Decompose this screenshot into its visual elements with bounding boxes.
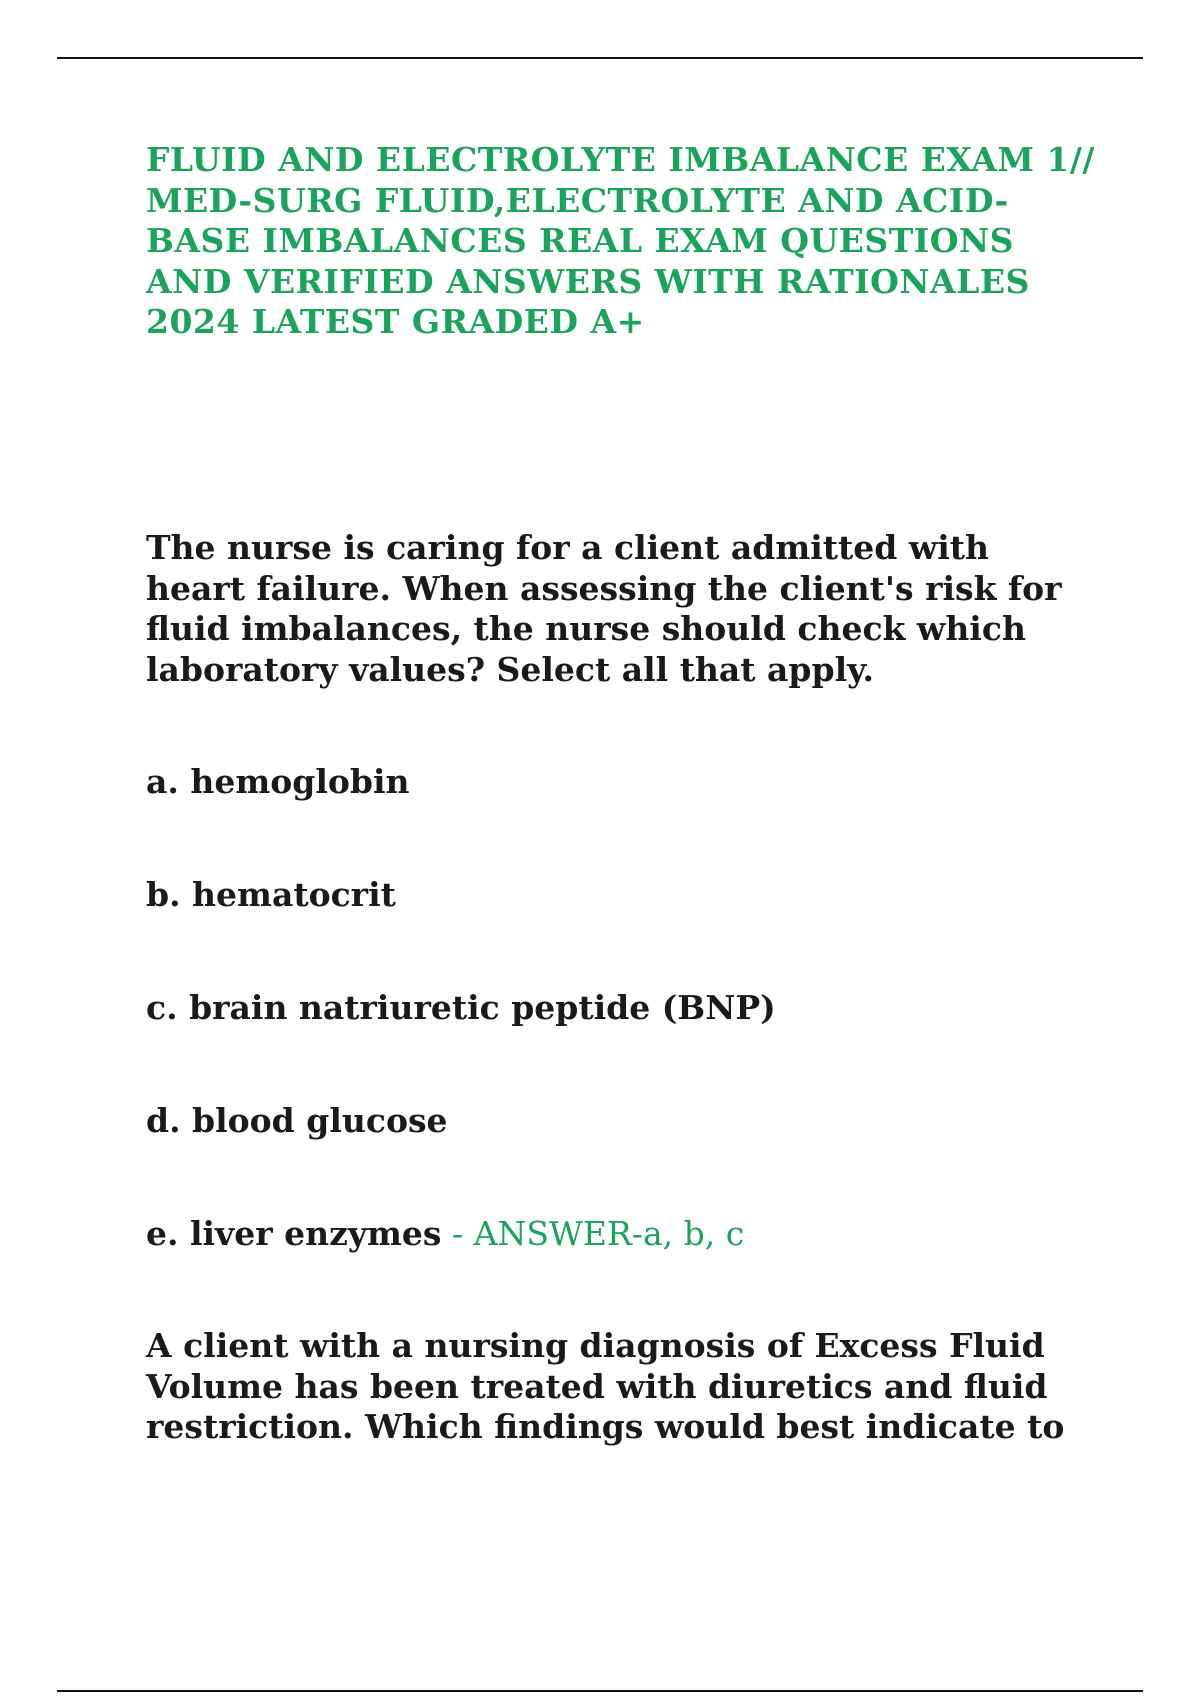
question-1-stem: The nurse is caring for a client admitted with heart failure. When assessing the client's risk for fluid imbalances, the nurse should check which laboratory values? Select all that apply. [146, 528, 1062, 689]
question-2-stem: A client with a nursing diagnosis of Excess Fluid Volume has been treated with diuretics and fluid restriction. Which findings would best indicate to [146, 1326, 1065, 1446]
top-divider [57, 57, 1143, 59]
option-e-with-answer [146, 1214, 744, 1254]
option-e: e. liver enzymes [146, 1214, 442, 1253]
option-c: c. brain natriuretic peptide (BNP) [146, 988, 776, 1027]
option-b: b. hematocrit [146, 875, 396, 914]
document-title: FLUID AND ELECTROLYTE IMBALANCE EXAM 1// MED-SURG FLUID,ELECTROLYTE AND ACID-BASE IMBALANCES REAL EXAM QUESTIONS AND VERIFIED ANSWERS WITH RATIONALES 2024 LATEST GRADED A+ [146, 140, 1095, 341]
option-a: a. hemoglobin [146, 762, 410, 801]
option-d: d. blood glucose [146, 1101, 448, 1140]
answer-key: - ANSWER-a, b, c [441, 1214, 745, 1253]
bottom-divider [57, 1690, 1143, 1692]
